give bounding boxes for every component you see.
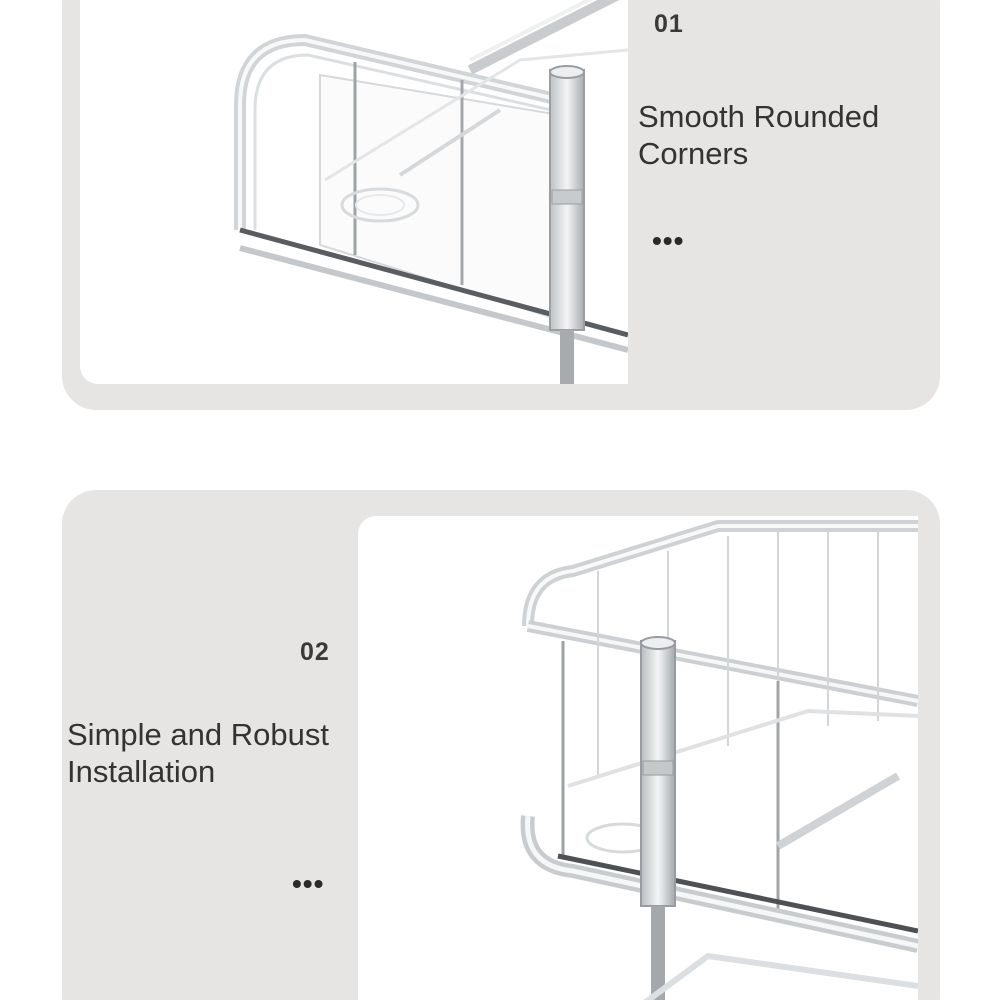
product-photo-rounded-corner <box>80 0 628 384</box>
acrylic-shelf-corner-illustration <box>80 0 628 384</box>
feature-title: Simple and Robust Installation <box>67 717 329 789</box>
feature-number: 01 <box>654 10 684 38</box>
feature-title: Smooth Rounded Corners <box>638 99 880 171</box>
product-photo-installation <box>358 516 918 1000</box>
acrylic-shelf-installation-illustration <box>358 516 918 1000</box>
more-dots: ••• <box>292 868 325 899</box>
feature-card-installation <box>62 490 940 1000</box>
feature-card-rounded-corners <box>62 0 940 410</box>
feature-number: 02 <box>300 638 330 666</box>
more-dots: ••• <box>652 225 685 256</box>
